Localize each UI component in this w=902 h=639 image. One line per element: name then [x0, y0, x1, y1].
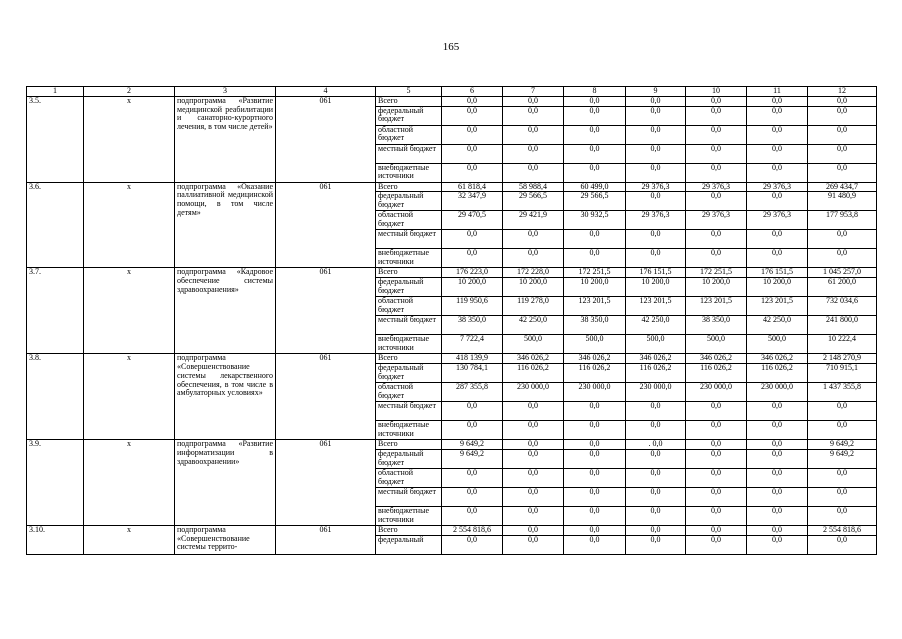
amount-cell: 710 915,1 — [808, 363, 877, 382]
funding-source: Всего — [376, 268, 442, 278]
amount-cell: 0,0 — [747, 230, 808, 249]
section-number: 3.9. — [27, 439, 84, 525]
amount-cell: 0,0 — [626, 535, 686, 554]
section-description: подпрограмма «Совершенствование системы террито- — [175, 525, 276, 554]
amount-cell: 29 376,3 — [686, 211, 747, 230]
header-cell: 1 — [27, 87, 84, 97]
amount-cell: 32 347,9 — [442, 192, 503, 211]
amount-cell: 0,0 — [686, 106, 747, 125]
funding-source: федеральный бюджет — [376, 363, 442, 382]
amount-cell: 230 000,0 — [626, 382, 686, 401]
amount-cell: 29 566,5 — [564, 192, 626, 211]
header-cell: 8 — [564, 87, 626, 97]
amount-cell: 0,0 — [442, 125, 503, 144]
amount-cell: 500,0 — [686, 335, 747, 354]
amount-cell: 0,0 — [503, 249, 564, 268]
amount-cell: 29 376,3 — [686, 182, 747, 192]
amount-cell: 42 250,0 — [503, 316, 564, 335]
header-cell: 2 — [84, 87, 175, 97]
amount-cell: 10 222,4 — [808, 335, 877, 354]
amount-cell: 0,0 — [626, 125, 686, 144]
amount-cell: 123 201,5 — [564, 297, 626, 316]
section-description: подпрограмма «Совершенствование системы лекарственного обеспечения, в том числе в амбулаторных условиях» — [175, 354, 276, 440]
amount-cell: 0,0 — [808, 106, 877, 125]
amount-cell: 500,0 — [747, 335, 808, 354]
section-code: 061 — [276, 268, 376, 354]
amount-cell: 0,0 — [686, 401, 747, 420]
header-cell: 5 — [376, 87, 442, 97]
funding-source: областной бюджет — [376, 211, 442, 230]
amount-cell: 0,0 — [626, 192, 686, 211]
amount-cell: 0,0 — [442, 420, 503, 439]
amount-cell: 500,0 — [564, 335, 626, 354]
amount-cell: 0,0 — [747, 192, 808, 211]
amount-cell: 0,0 — [503, 506, 564, 525]
amount-cell: 10 200,0 — [747, 278, 808, 297]
section-mark: х — [84, 96, 175, 182]
header-row — [27, 87, 877, 97]
amount-cell: 29 376,3 — [626, 182, 686, 192]
page-number: 165 — [442, 41, 460, 53]
table-row — [27, 96, 877, 106]
amount-cell: 0,0 — [564, 106, 626, 125]
section-description: подпрограмма «Кадровое обеспечение системы здравоохранения» — [175, 268, 276, 354]
amount-cell: 0,0 — [747, 487, 808, 506]
amount-cell: 230 000,0 — [564, 382, 626, 401]
funding-source: областной бюджет — [376, 468, 442, 487]
section-code: 061 — [276, 439, 376, 525]
amount-cell: 0,0 — [503, 96, 564, 106]
amount-cell: 500,0 — [503, 335, 564, 354]
amount-cell: 0,0 — [626, 106, 686, 125]
header-cell: 9 — [626, 87, 686, 97]
amount-cell: 91 480,9 — [808, 192, 877, 211]
amount-cell: 346 026,2 — [503, 354, 564, 364]
amount-cell: 0,0 — [564, 249, 626, 268]
amount-cell: 42 250,0 — [747, 316, 808, 335]
amount-cell: 0,0 — [747, 525, 808, 535]
amount-cell: 0,0 — [747, 106, 808, 125]
amount-cell: 0,0 — [503, 468, 564, 487]
amount-cell: 60 499,0 — [564, 182, 626, 192]
amount-cell: 0,0 — [808, 163, 877, 182]
amount-cell: 29 376,3 — [747, 211, 808, 230]
amount-cell: 172 228,0 — [503, 268, 564, 278]
amount-cell: 0,0 — [442, 401, 503, 420]
funding-source: областной бюджет — [376, 125, 442, 144]
amount-cell: 241 800,0 — [808, 316, 877, 335]
amount-cell: 0,0 — [564, 401, 626, 420]
funding-source: федеральный — [376, 535, 442, 554]
amount-cell: 0,0 — [686, 439, 747, 449]
amount-cell: 0,0 — [747, 535, 808, 554]
amount-cell: 732 034,6 — [808, 297, 877, 316]
funding-source: Всего — [376, 354, 442, 364]
amount-cell: 0,0 — [747, 468, 808, 487]
amount-cell: 0,0 — [564, 420, 626, 439]
amount-cell: 0,0 — [686, 163, 747, 182]
amount-cell: 116 026,2 — [564, 363, 626, 382]
amount-cell: 269 434,7 — [808, 182, 877, 192]
table-row — [27, 354, 877, 364]
section-number: 3.7. — [27, 268, 84, 354]
amount-cell: 123 201,5 — [686, 297, 747, 316]
amount-cell: 0,0 — [626, 420, 686, 439]
amount-cell: 2 554 818,6 — [808, 525, 877, 535]
funding-source: внебюджетные источники — [376, 506, 442, 525]
amount-cell: 0,0 — [808, 125, 877, 144]
amount-cell: 0,0 — [503, 125, 564, 144]
amount-cell: 0,0 — [442, 506, 503, 525]
header-cell: 11 — [747, 87, 808, 97]
funding-source: Всего — [376, 525, 442, 535]
funding-source: Всего — [376, 439, 442, 449]
amount-cell: 0,0 — [747, 506, 808, 525]
amount-cell: 0,0 — [564, 506, 626, 525]
amount-cell: 0,0 — [686, 487, 747, 506]
amount-cell: 2 148 270,9 — [808, 354, 877, 364]
amount-cell: 0,0 — [626, 163, 686, 182]
amount-cell: 0,0 — [564, 96, 626, 106]
amount-cell: 0,0 — [747, 420, 808, 439]
amount-cell: 0,0 — [686, 449, 747, 468]
table-row — [27, 182, 877, 192]
amount-cell: 10 200,0 — [564, 278, 626, 297]
header-cell: 12 — [808, 87, 877, 97]
funding-source: федеральный бюджет — [376, 449, 442, 468]
section-code: 061 — [276, 354, 376, 440]
amount-cell: 0,0 — [626, 487, 686, 506]
amount-cell: 0,0 — [442, 144, 503, 163]
amount-cell: 0,0 — [808, 468, 877, 487]
amount-cell: 0,0 — [747, 144, 808, 163]
amount-cell: 0,0 — [442, 535, 503, 554]
amount-cell: 0,0 — [442, 106, 503, 125]
amount-cell: 0,0 — [564, 125, 626, 144]
header-cell: 7 — [503, 87, 564, 97]
header-cell: 6 — [442, 87, 503, 97]
amount-cell: 9 649,2 — [808, 439, 877, 449]
amount-cell: 0,0 — [626, 449, 686, 468]
amount-cell: 0,0 — [747, 96, 808, 106]
amount-cell: 0,0 — [442, 468, 503, 487]
amount-cell: 29 566,5 — [503, 192, 564, 211]
amount-cell: 0,0 — [503, 163, 564, 182]
amount-cell: 0,0 — [747, 163, 808, 182]
amount-cell: 38 350,0 — [564, 316, 626, 335]
table-row — [27, 525, 877, 535]
amount-cell: 116 026,2 — [626, 363, 686, 382]
funding-source: федеральный бюджет — [376, 278, 442, 297]
amount-cell: 116 026,2 — [503, 363, 564, 382]
section-number: 3.6. — [27, 182, 84, 268]
amount-cell: 0,0 — [626, 96, 686, 106]
amount-cell: 176 151,5 — [747, 268, 808, 278]
amount-cell: 61 818,4 — [442, 182, 503, 192]
funding-source: федеральный бюджет — [376, 192, 442, 211]
amount-cell: 500,0 — [626, 335, 686, 354]
amount-cell: 0,0 — [686, 144, 747, 163]
amount-cell: 0,0 — [626, 525, 686, 535]
amount-cell: 0,0 — [626, 144, 686, 163]
funding-source: местный бюджет — [376, 401, 442, 420]
amount-cell: 176 151,5 — [626, 268, 686, 278]
amount-cell: 0,0 — [442, 96, 503, 106]
amount-cell: 0,0 — [808, 249, 877, 268]
amount-cell: 0,0 — [503, 420, 564, 439]
section-description: подпрограмма «Оказание паллиативной медицинской помощи, в том числе детям» — [175, 182, 276, 268]
amount-cell: 0,0 — [686, 506, 747, 525]
amount-cell: 42 250,0 — [626, 316, 686, 335]
amount-cell: 0,0 — [808, 420, 877, 439]
amount-cell: . 0,0 — [626, 439, 686, 449]
amount-cell: 0,0 — [564, 144, 626, 163]
budget-table — [26, 86, 877, 555]
section-mark: х — [84, 439, 175, 525]
amount-cell: 346 026,2 — [564, 354, 626, 364]
amount-cell: 0,0 — [564, 525, 626, 535]
funding-source: Всего — [376, 182, 442, 192]
amount-cell: 0,0 — [626, 230, 686, 249]
table-row — [27, 268, 877, 278]
section-code: 061 — [276, 182, 376, 268]
amount-cell: 0,0 — [442, 163, 503, 182]
amount-cell: 116 026,2 — [686, 363, 747, 382]
amount-cell: 0,0 — [686, 192, 747, 211]
section-description: подпрограмма «Развитие информатизации в здравоохранении» — [175, 439, 276, 525]
amount-cell: 0,0 — [564, 487, 626, 506]
amount-cell: 30 932,5 — [564, 211, 626, 230]
amount-cell: 0,0 — [686, 230, 747, 249]
amount-cell: 29 376,3 — [626, 211, 686, 230]
amount-cell: 9 649,2 — [442, 449, 503, 468]
funding-source: внебюджетные источники — [376, 335, 442, 354]
amount-cell: 0,0 — [686, 420, 747, 439]
header-cell: 4 — [276, 87, 376, 97]
amount-cell: 0,0 — [808, 230, 877, 249]
header-cell: 3 — [175, 87, 276, 97]
amount-cell: 346 026,2 — [626, 354, 686, 364]
amount-cell: 38 350,0 — [686, 316, 747, 335]
amount-cell: 0,0 — [503, 401, 564, 420]
amount-cell: 0,0 — [686, 96, 747, 106]
funding-source: местный бюджет — [376, 487, 442, 506]
amount-cell: 0,0 — [503, 487, 564, 506]
section-mark: х — [84, 354, 175, 440]
amount-cell: 172 251,5 — [564, 268, 626, 278]
amount-cell: 0,0 — [442, 249, 503, 268]
amount-cell: 0,0 — [686, 249, 747, 268]
amount-cell: 0,0 — [808, 487, 877, 506]
amount-cell: 0,0 — [503, 144, 564, 163]
amount-cell: 0,0 — [747, 125, 808, 144]
amount-cell: 0,0 — [686, 535, 747, 554]
amount-cell: 29 470,5 — [442, 211, 503, 230]
section-code: 061 — [276, 96, 376, 182]
amount-cell: 38 350,0 — [442, 316, 503, 335]
amount-cell: 10 200,0 — [686, 278, 747, 297]
table-row — [27, 439, 877, 449]
amount-cell: 0,0 — [808, 144, 877, 163]
amount-cell: 418 139,9 — [442, 354, 503, 364]
amount-cell: 230 000,0 — [503, 382, 564, 401]
amount-cell: 0,0 — [564, 449, 626, 468]
funding-source: внебюджетные источники — [376, 163, 442, 182]
amount-cell: 0,0 — [747, 249, 808, 268]
amount-cell: 10 200,0 — [442, 278, 503, 297]
amount-cell: 0,0 — [686, 525, 747, 535]
amount-cell: 0,0 — [686, 125, 747, 144]
amount-cell: 172 251,5 — [686, 268, 747, 278]
amount-cell: 0,0 — [808, 506, 877, 525]
section-code: 061 — [276, 525, 376, 554]
section-number: 3.5. — [27, 96, 84, 182]
amount-cell: 230 000,0 — [686, 382, 747, 401]
amount-cell: 0,0 — [626, 468, 686, 487]
amount-cell: 0,0 — [747, 439, 808, 449]
amount-cell: 0,0 — [503, 230, 564, 249]
amount-cell: 0,0 — [564, 535, 626, 554]
amount-cell: 0,0 — [626, 249, 686, 268]
amount-cell: 1 045 257,0 — [808, 268, 877, 278]
amount-cell: 7 722,4 — [442, 335, 503, 354]
amount-cell: 9 649,2 — [808, 449, 877, 468]
funding-source: местный бюджет — [376, 230, 442, 249]
amount-cell: 123 201,5 — [626, 297, 686, 316]
amount-cell: 10 200,0 — [503, 278, 564, 297]
funding-source: внебюджетные источники — [376, 249, 442, 268]
section-mark: х — [84, 268, 175, 354]
amount-cell: 1 437 355,8 — [808, 382, 877, 401]
amount-cell: 0,0 — [503, 535, 564, 554]
amount-cell: 0,0 — [808, 96, 877, 106]
header-cell: 10 — [686, 87, 747, 97]
amount-cell: 230 000,0 — [747, 382, 808, 401]
amount-cell: 0,0 — [686, 468, 747, 487]
amount-cell: 0,0 — [564, 163, 626, 182]
amount-cell: 0,0 — [503, 449, 564, 468]
amount-cell: 58 988,4 — [503, 182, 564, 192]
amount-cell: 10 200,0 — [626, 278, 686, 297]
amount-cell: 346 026,2 — [686, 354, 747, 364]
funding-source: местный бюджет — [376, 316, 442, 335]
amount-cell: 0,0 — [442, 487, 503, 506]
amount-cell: 123 201,5 — [747, 297, 808, 316]
amount-cell: 0,0 — [503, 525, 564, 535]
amount-cell: 177 953,8 — [808, 211, 877, 230]
amount-cell: 116 026,2 — [747, 363, 808, 382]
amount-cell: 130 784,1 — [442, 363, 503, 382]
amount-cell: 0,0 — [747, 449, 808, 468]
amount-cell: 29 376,3 — [747, 182, 808, 192]
amount-cell: 0,0 — [626, 506, 686, 525]
amount-cell: 0,0 — [564, 230, 626, 249]
amount-cell: 0,0 — [503, 439, 564, 449]
amount-cell: 0,0 — [747, 401, 808, 420]
funding-source: федеральный бюджет — [376, 106, 442, 125]
amount-cell: 9 649,2 — [442, 439, 503, 449]
amount-cell: 0,0 — [442, 230, 503, 249]
amount-cell: 0,0 — [564, 468, 626, 487]
funding-source: Всего — [376, 96, 442, 106]
amount-cell: 61 200,0 — [808, 278, 877, 297]
amount-cell: 346 026,2 — [747, 354, 808, 364]
amount-cell: 2 554 818,6 — [442, 525, 503, 535]
amount-cell: 0,0 — [564, 439, 626, 449]
funding-source: областной бюджет — [376, 382, 442, 401]
section-mark: х — [84, 525, 175, 554]
funding-source: внебюджетные источники — [376, 420, 442, 439]
amount-cell: 119 950,6 — [442, 297, 503, 316]
amount-cell: 287 355,8 — [442, 382, 503, 401]
amount-cell: 176 223,0 — [442, 268, 503, 278]
amount-cell: 0,0 — [808, 401, 877, 420]
funding-source: местный бюджет — [376, 144, 442, 163]
amount-cell: 29 421,9 — [503, 211, 564, 230]
section-mark: х — [84, 182, 175, 268]
amount-cell: 0,0 — [808, 535, 877, 554]
section-number: 3.8. — [27, 354, 84, 440]
amount-cell: 119 278,0 — [503, 297, 564, 316]
section-description: подпрограмма «Развитие медицинской реабилитации и санаторно-курортного лечения, в том числе детей» — [175, 96, 276, 182]
funding-source: областной бюджет — [376, 297, 442, 316]
amount-cell: 0,0 — [626, 401, 686, 420]
amount-cell: 0,0 — [503, 106, 564, 125]
section-number: 3.10. — [27, 525, 84, 554]
